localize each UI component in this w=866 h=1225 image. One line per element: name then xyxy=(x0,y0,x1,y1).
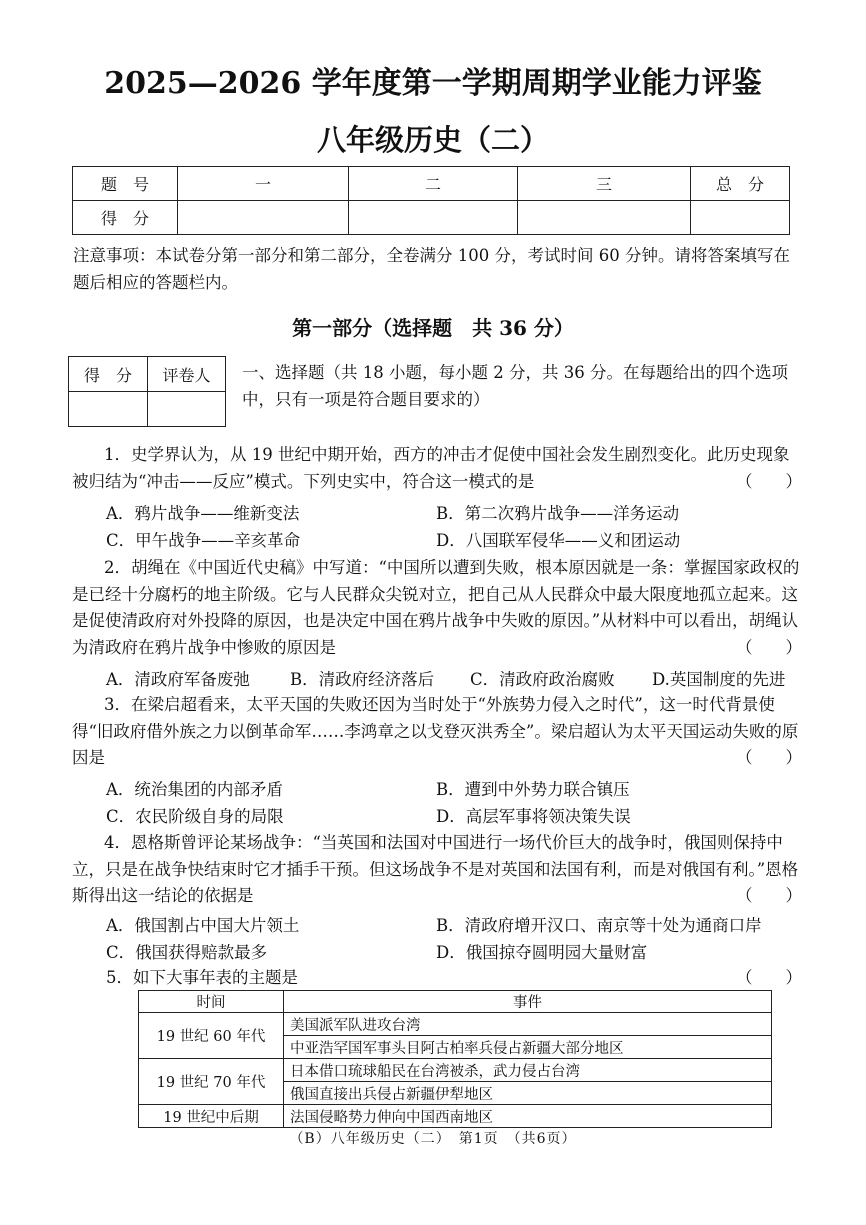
answer-blank[interactable]: （ ） xyxy=(736,637,802,657)
event-time: 19 世纪 70 年代 xyxy=(139,1059,284,1105)
question-stem: 2．胡绳在《中国近代史稿》中写道：“中国所以遭到失败，根本原因就是一条：掌握国家政权的是已经十分腐朽的地主阶级。它与人民群众尖锐对立，把自己从人民群众中最大限度地孤立起来。这是促使清政府对外投降的原因，也是决定中国在鸦片战争中失败的原因。”从材料中可以看出，胡绳认为清政府在鸦片战争中惨败的原因是 xyxy=(72,558,800,657)
option-d: D．高层军事将领决策失误 xyxy=(436,807,631,826)
score-entry-cell[interactable] xyxy=(518,201,691,235)
question-stem: 5．如下大事年表的主题是 xyxy=(106,968,298,987)
table-row xyxy=(139,1105,772,1128)
event-time: 19 世纪中后期 xyxy=(139,1105,284,1128)
event-cell: 俄国直接出兵侵占新疆伊犁地区 xyxy=(284,1082,772,1105)
event-time: 19 世纪 60 年代 xyxy=(139,1013,284,1059)
score-entry-cell[interactable] xyxy=(349,201,518,235)
grader-score-label: 得 分 xyxy=(69,357,148,392)
grader-table xyxy=(68,356,226,427)
question-2 xyxy=(72,555,802,661)
question-stem: 3．在梁启超看来，太平天国的失败还因为当时处于“外族势力侵入之时代”，这一时代背景使得“旧政府借外族之力以倒革命军……李鸿章之以戈登灭洪秀全”。梁启超认为太平天国运动失败的原因是 xyxy=(72,695,799,767)
events-header-time: 时间 xyxy=(139,991,284,1013)
question-5 xyxy=(106,965,802,992)
option-a: A．俄国割占中国大片领土 xyxy=(106,916,300,935)
events-header-row xyxy=(139,991,772,1013)
question-stem: 1．史学界认为，从 19 世纪中期开始，西方的冲击才促使中国社会发生剧烈变化。此历史现象被归结为“冲击——反应”模式。下列史实中，符合这一模式的是 xyxy=(72,445,790,491)
score-entry-cell[interactable] xyxy=(691,201,790,235)
table-row xyxy=(139,1013,772,1036)
answer-blank[interactable]: （ ） xyxy=(736,886,802,905)
page-footer: （B）八年级历史（二） 第1页 （共6页） xyxy=(289,1131,577,1147)
exam-subtitle: 八年级历史（二） xyxy=(316,123,549,157)
score-header-cell: 三 xyxy=(518,167,691,201)
event-cell: 法国侵略势力伸向中国西南地区 xyxy=(284,1105,772,1128)
option-c: C．农民阶级自身的局限 xyxy=(106,807,284,826)
option-b: B．遭到中外势力联合镇压 xyxy=(436,780,630,799)
option-d: D．俄国掠夺圆明园大量财富 xyxy=(436,943,648,962)
section1-intro: 一、选择题（共 18 小题，每小题 2 分，共 36 分。在每题给出的四个选项中，只有一项是符合题目要求的） xyxy=(242,363,788,409)
answer-blank[interactable]: （ ） xyxy=(736,968,802,987)
option-a: A．清政府军备废弛 xyxy=(106,670,250,689)
score-row-label: 得 分 xyxy=(73,201,178,235)
option-d: D.英国制度的先进 xyxy=(652,670,786,689)
score-table-score-row xyxy=(73,201,790,235)
option-b: B．第二次鸦片战争——洋务运动 xyxy=(436,504,680,523)
question-stem: 4．恩格斯曾评论某场战争：“当英国和法国对中国进行一场代价巨大的战争时，俄国则保持中立，只是在战争快结束时它才插手干预。但这场战争不是对英国和法国有利，而是对俄国有利。”恩格斯得出这一结论的依据是 xyxy=(72,833,799,905)
grader-label: 评卷人 xyxy=(148,357,226,392)
score-header-cell: 总 分 xyxy=(691,167,790,201)
option-b: B．清政府经济落后 xyxy=(290,670,435,689)
option-c: C．甲午战争——辛亥革命 xyxy=(106,531,301,550)
event-cell: 日本借口琉球船民在台湾被杀，武力侵占台湾 xyxy=(284,1059,772,1082)
grader-name-cell[interactable] xyxy=(148,392,226,427)
events-header-event: 事件 xyxy=(284,991,772,1013)
answer-blank[interactable]: （ ） xyxy=(736,748,802,767)
option-a: A．鸦片战争——维新变法 xyxy=(106,504,300,523)
option-c: C．俄国获得赔款最多 xyxy=(106,943,268,962)
score-table-header-row xyxy=(73,167,790,201)
notice-text: 注意事项：本试卷分第一部分和第二部分，全卷满分 100 分，考试时间 60 分钟。请将答案填写在题后相应的答题栏内。 xyxy=(73,246,790,292)
answer-blank[interactable]: （ ） xyxy=(736,471,802,491)
option-c: C．清政府政治腐败 xyxy=(470,670,615,689)
events-table xyxy=(138,990,772,1128)
table-row xyxy=(139,1059,772,1082)
event-cell: 中亚浩罕国军事头目阿古柏率兵侵占新疆大部分地区 xyxy=(284,1036,772,1059)
question-1 xyxy=(72,442,802,495)
event-cell: 美国派军队进攻台湾 xyxy=(284,1013,772,1036)
grader-score-cell[interactable] xyxy=(69,392,148,427)
part1-title: 第一部分（选择题 共 36 分） xyxy=(292,316,574,340)
question-4 xyxy=(72,830,802,910)
option-b: B．清政府增开汉口、南京等十处为通商口岸 xyxy=(436,916,762,935)
score-header-cell: 二 xyxy=(349,167,518,201)
score-header-cell: 一 xyxy=(178,167,349,201)
exam-title: 2025—2026 学年度第一学期周期学业能力评鉴 xyxy=(104,66,762,101)
score-entry-cell[interactable] xyxy=(178,201,349,235)
score-header-cell: 题 号 xyxy=(73,167,178,201)
option-d: D．八国联军侵华——义和团运动 xyxy=(436,531,681,550)
score-table xyxy=(72,166,790,235)
option-a: A．统治集团的内部矛盾 xyxy=(106,780,283,799)
question-3 xyxy=(72,692,802,772)
